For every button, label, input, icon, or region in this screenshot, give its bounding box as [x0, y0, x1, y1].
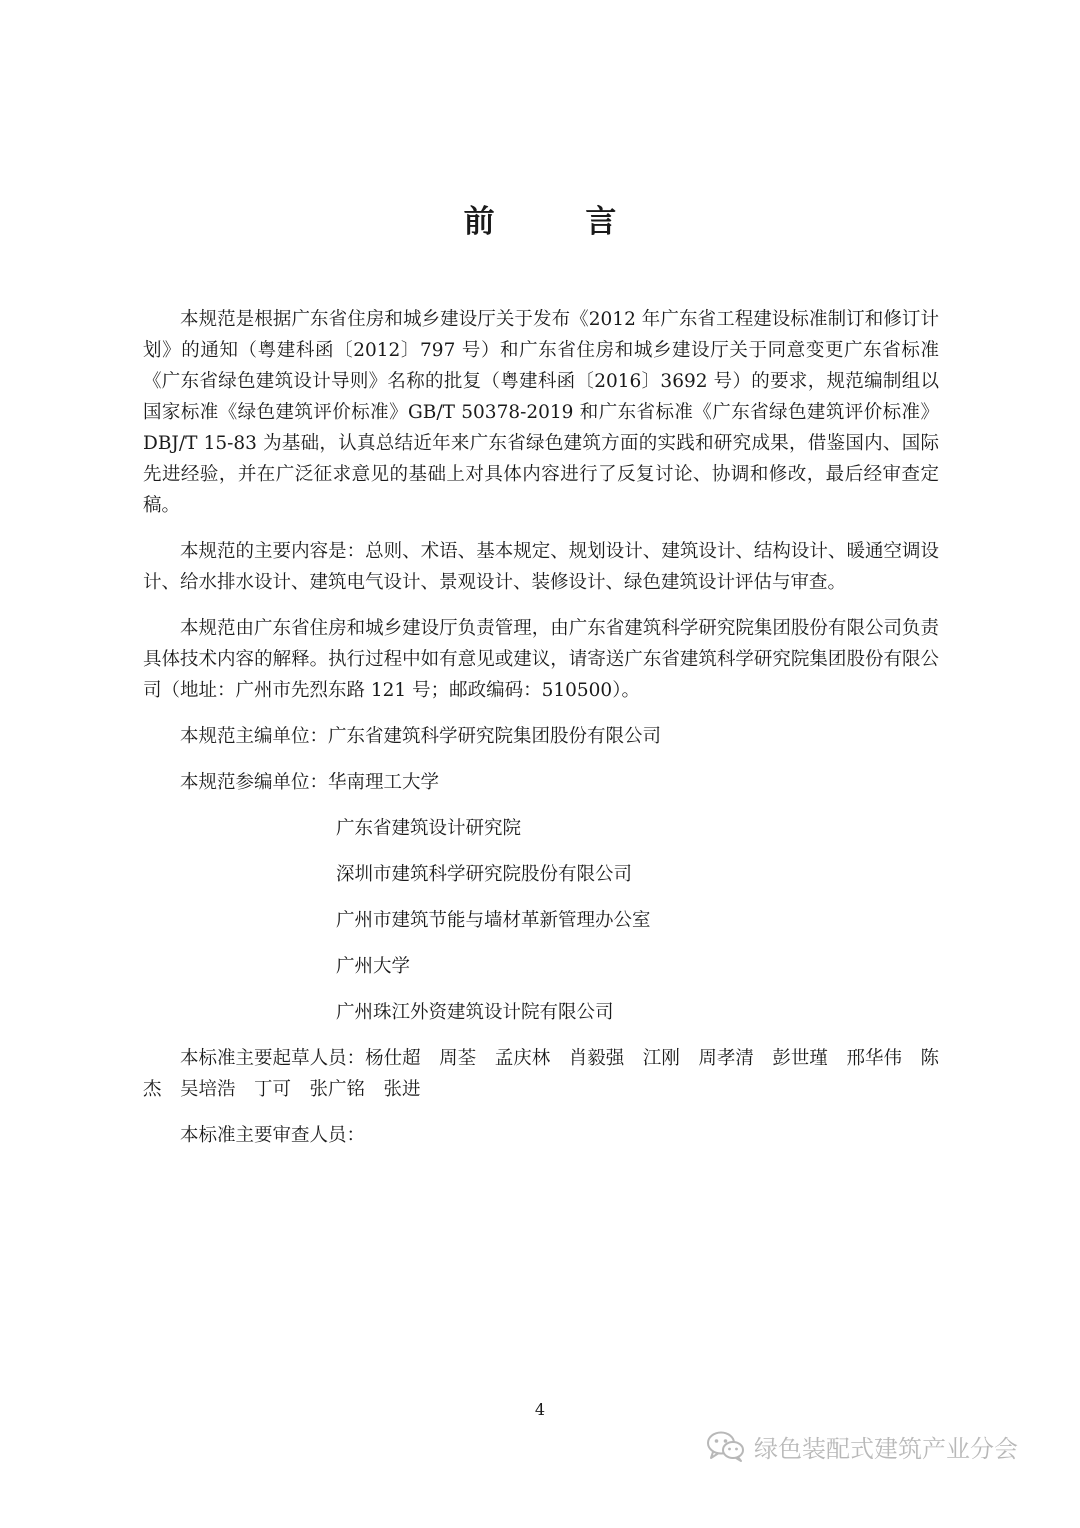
watermark	[706, 1428, 1018, 1464]
paragraph-contents: 本规范的主要内容是：总则、术语、基本规定、规划设计、建筑设计、结构设计、暖通空调设计、给水排水设计、建筑电气设计、景观设计、装修设计、绿色建筑设计评估与审查。	[143, 541, 939, 593]
paragraph-management: 本规范由广东省住房和城乡建设厅负责管理，由广东省建筑科学研究院集团股份有限公司负责具体技术内容的解释。执行过程中如有意见或建议，请寄送广东省建筑科学研究院集团股份有限公司（地址：广州市先烈东路 121 号；邮政编码：510500）。	[143, 618, 939, 701]
participating-unit-label: 本规范参编单位：华南理工大学	[180, 772, 440, 793]
participating-unit: 广州市建筑节能与墙材革新管理办公室	[336, 910, 651, 931]
body-text	[143, 304, 939, 1151]
reviewers-list: 本标准主要审查人员：	[180, 1125, 366, 1146]
page-title: 前 言	[463, 204, 657, 240]
chief-unit: 本规范主编单位：广东省建筑科学研究院集团股份有限公司	[180, 726, 662, 747]
paragraph-background: 本规范是根据广东省住房和城乡建设厅关于发布《2012 年广东省工程建设标准制订和修订计划》的通知（粤建科函〔2012〕797 号）和广东省住房和城乡建设厅关于同意变更广东省标准《广东省绿色建筑设计导则》名称的批复（粤建科函〔2016〕3692 号）的要求，规范编制组以国家标准《绿色建筑评价标准》GB/T 50378-2019 和广东省标准《广东省绿色建筑评价标准》DBJ/T 15-83 为基础，认真总结近年来广东省绿色建筑方面的实践和研究成果，借鉴国内、国际先进经验，并在广泛征求意见的基础上对具体内容进行了反复讨论、协调和修改，最后经审查定稿。	[143, 309, 939, 516]
participating-unit: 广州珠江外资建筑设计院有限公司	[336, 1002, 614, 1023]
wechat-icon	[706, 1430, 746, 1462]
page-number: 4	[534, 1400, 546, 1419]
participating-unit: 广东省建筑设计研究院	[336, 818, 522, 839]
participating-unit: 深圳市建筑科学研究院股份有限公司	[336, 864, 633, 885]
participating-unit: 广州大学	[336, 956, 411, 977]
drafters-list: 本标准主要起草人员：杨仕超 周荃 孟庆林 肖毅强 江刚 周孝清 彭世瑾 邢华伟 陈杰 吴培浩 丁可 张广铭 张进	[143, 1048, 939, 1100]
watermark-text: 绿色装配式建筑产业分会	[754, 1434, 1018, 1463]
